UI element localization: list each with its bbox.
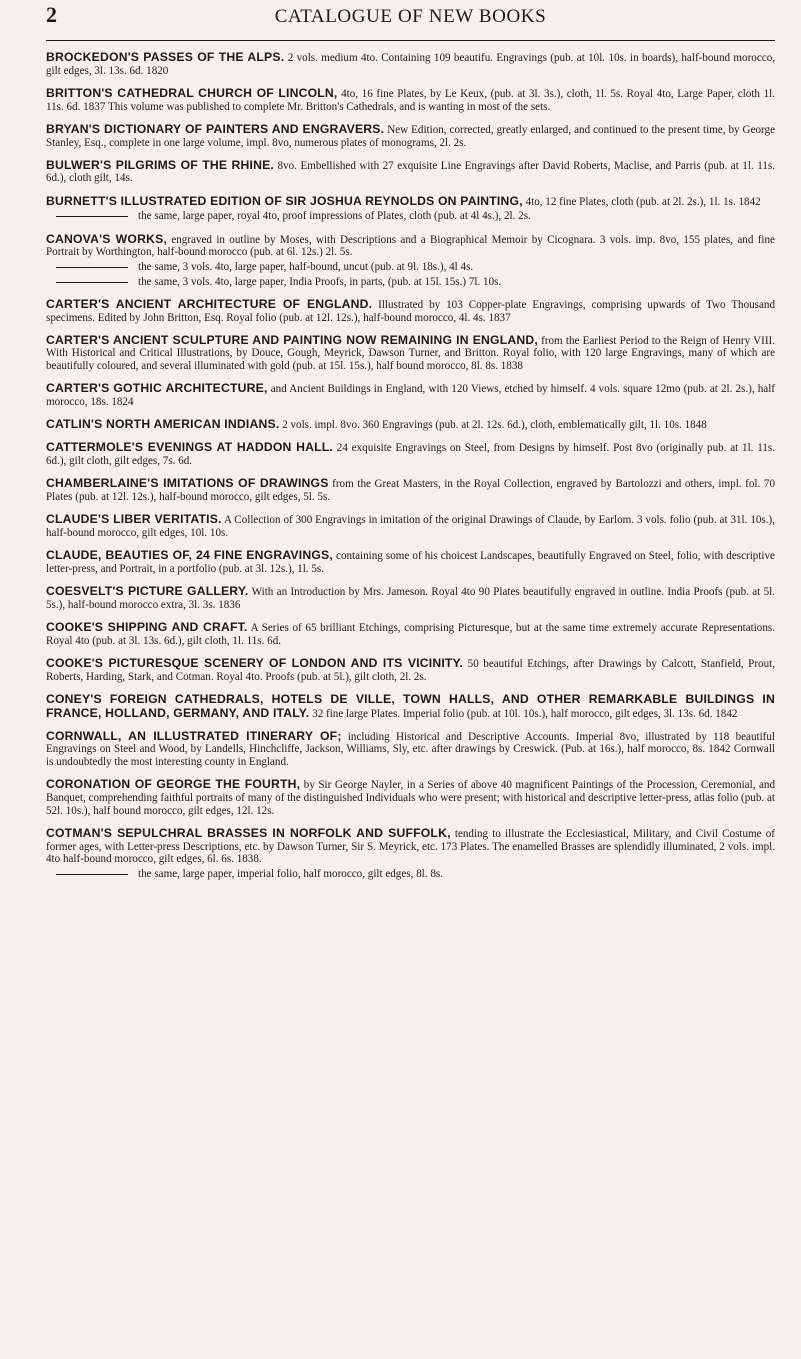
entry-title: CONEY'S FOREIGN CATHEDRALS, HOTELS DE VILLE, TOWN HALLS, AND OTHER REMARKABLE BUILDINGS IN FRANCE, HOLLAND, GERMANY, AND ITALY. [46, 691, 775, 720]
catalogue-entry [46, 827, 775, 881]
entry-description: including Historical and Descriptive Accounts. Imperial 8vo, illustrated by 118 beautiful Engravings on Steel and Wood, by Landells, Hinchcliffe, Jackson, Williams, Sly, etc. after drawings by Creswick. (Pub. at 16s.), half morocco, 8s. 1842 Cornwall is undoubtedly the most interesting county in England. [46, 730, 775, 769]
entry-title: COOKE'S PICTURESQUE SCENERY OF LONDON AND ITS VICINITY. [46, 655, 464, 670]
entry-title: COOKE'S SHIPPING AND CRAFT. [46, 620, 248, 634]
entry-variant-text: the same, large paper, imperial folio, half morocco, gilt edges, 8l. 8s. [138, 868, 443, 881]
entry-variant-text: the same, 3 vols. 4to, large paper, India Proofs, in parts, (pub. at 15l. 15s.) 7l. 10s. [138, 275, 502, 288]
entry-description: containing some of his choicest Landscapes, beautifully Engraved on Steel, folio, with descriptive letter-press, and Portrait, in a portfolio (pub. at 3l. 12s.), 1l. 5s. [46, 550, 775, 575]
entry-title: CARTER'S ANCIENT SCULPTURE AND PAINTING NOW REMAINING IN ENGLAND, [46, 332, 538, 347]
entry-title: BRYAN'S DICTIONARY OF PAINTERS AND ENGRAVERS. [46, 121, 385, 136]
entry-description: from the Earliest Period to the Reign of Henry VIII. With Historical and Critical Illustrations, by Douce, Gough, Meyrick, Dawson Turner, and Britton. Royal folio, with 120 large Engravings, many of which are beautifully coloured, and several illuminated with gold (pub. at 15l. 15s.), half bound morocco, 8l. 8s. 1838 [46, 334, 775, 373]
entry-title: CORONATION OF GEORGE THE FOURTH, [46, 777, 301, 792]
entry-title: CHAMBERLAINE'S IMITATIONS OF DRAWINGS [46, 476, 329, 491]
entry-description: tending to illustrate the Ecclesiastical, Military, and Civil Costume of former ages, with Letter-press Descriptions, etc. by Dawson Turner, Sir S. Meyrick, etc. 173 Plates. The enamelled Brasses are splendidly illuminated, 2 vols. impl. 4to half-bound morocco, gilt edges, 6l. 6s. 1838. [46, 827, 775, 866]
catalogue-entry [46, 477, 775, 503]
entry-description: and Ancient Buildings in England, with 120 Views, etched by himself. 4 vols. square 12mo (pub. at 2l. 2s.), half morocco, 18s. 1824 [46, 383, 775, 409]
catalogue-entry [46, 585, 775, 611]
entry-description: 4to, 12 fine Plates, cloth (pub. at 2l. 2s.), 1l. 1s. 1842 [525, 195, 761, 208]
entry-title: CLAUDE'S LIBER VERITATIS. [46, 512, 222, 527]
catalogue-entry [46, 621, 775, 647]
catalogue-entries [46, 51, 775, 881]
entry-description: A Collection of 300 Engravings in imitation of the original Drawings of Claude, by Earlom. 3 vols. folio (pub. at 31l. 10s.), half-bound morocco, gilt edges, 10l. 10s. [46, 514, 775, 539]
entry-description: With an Introduction by Mrs. Jameson. Royal 4to 90 Plates beautifully engraved in outline. India Proofs (pub. at 5l. 5s.), half-bound morocco extra, 3l. 3s. 1836 [46, 586, 776, 611]
catalogue-entry [46, 693, 775, 720]
entry-variant [46, 276, 775, 289]
entry-title: COESVELT'S PICTURE GALLERY. [46, 584, 249, 599]
catalogue-entry [46, 513, 775, 539]
entry-title: BROCKEDON'S PASSES OF THE ALPS. [46, 50, 285, 64]
page-number: 2 [46, 2, 57, 27]
entry-description: 32 fine large Plates. Imperial folio (pub. at 10l. 10s.), half morocco, gilt edges, 3l. 13s. 6d. 1842 [312, 707, 738, 720]
entry-description: 2 vols. medium 4to. Containing 109 beautifu. Engravings (pub. at 10l. 10s. in boards), half-bound morocco, gilt edges, 3l. 13s. 6d. 1820 [46, 52, 776, 77]
entry-variant-text: the same, large paper, royal 4to, proof impressions of Plates, cloth (pub. at 4l 4s.), 2l. 2s. [138, 210, 531, 223]
entry-title: BULWER'S PILGRIMS OF THE RHINE. [46, 157, 275, 172]
catalogue-entry [46, 298, 775, 324]
entry-variant [46, 868, 775, 881]
entry-description: A Series of 65 brilliant Etchings, comprising Picturesque, but at the same time extremely accurate Representations. Royal 4to (pub. at 3l. 13s. 6d.), gilt cloth, 1l. 11s. 6d. [46, 622, 775, 647]
ditto-dash [56, 267, 128, 268]
entry-description: 4to, 16 fine Plates, by Le Keux, (pub. at 3l. 3s.), cloth, 1l. 5s. Royal 4to, Large Paper, cloth 1l. 11s. 6d. 1837 This volume was published to complete Mr. Britton's Cathedrals, and is wanting in most of the sets. [46, 87, 775, 113]
catalogue-entry [46, 657, 775, 683]
entry-title: BRITTON'S CATHEDRAL CHURCH OF LINCOLN, [46, 85, 338, 100]
page-header [46, 0, 775, 40]
entry-description: by Sir George Nayler, in a Series of above 40 magnificent Paintings of the Procession, Ceremonial, and Banquet, comprehending faithful portraits of many of the distinguished Individuals who were present; with historical and descriptive letter-press, atlas folio (pub. at 52l. 10s.), half bound morocco, gilt edges, 12l. 12s. [46, 779, 775, 817]
ditto-dash [56, 216, 128, 217]
entry-description: 50 beautiful Etchings, after Drawings by Calcott, Stanfield, Prout, Roberts, Harding, Stark, and Cotman. Royal 4to. Proofs (pub. at 5l.), gilt cloth, 2l. 2s. [46, 657, 775, 683]
entry-title: CANOVA'S WORKS, [46, 231, 167, 246]
entry-variant-text: the same, 3 vols. 4to, large paper, half-bound, uncut (pub. at 9l. 18s.), 4l 4s. [138, 260, 474, 273]
running-title: CATALOGUE OF NEW BOOKS [274, 6, 547, 27]
entry-title: CATLIN'S NORTH AMERICAN INDIANS. [46, 417, 280, 432]
catalogue-entry [46, 233, 775, 289]
entry-title: CARTER'S ANCIENT ARCHITECTURE OF ENGLAND. [46, 296, 373, 311]
catalogue-entry [46, 334, 775, 373]
header-rule [46, 40, 775, 41]
entry-title: CARTER'S GOTHIC ARCHITECTURE, [46, 381, 268, 396]
entry-variant [46, 261, 775, 274]
ditto-dash [56, 282, 128, 283]
catalogue-entry [46, 123, 775, 149]
entry-title: BURNETT'S ILLUSTRATED EDITION OF SIR JOSHUA REYNOLDS ON PAINTING, [46, 193, 523, 208]
catalogue-entry [46, 778, 775, 817]
catalogue-entry [46, 441, 775, 467]
catalogue-entry [46, 51, 775, 77]
entry-title: CLAUDE, BEAUTIES OF, 24 FINE ENGRAVINGS, [46, 548, 333, 563]
catalogue-entry [46, 549, 775, 575]
catalogue-entry [46, 418, 775, 432]
entry-description: 2 vols. impl. 8vo. 360 Engravings (pub. at 2l. 12s. 6d.), cloth, emblematically gilt, 1l. 10s. 1848 [282, 419, 707, 432]
entry-description: 24 exquisite Engravings on Steel, from Designs by himself. Post 8vo (originally pub. at 1l. 11s. 6d.), gilt cloth, gilt edges, 7s. 6d. [46, 442, 775, 468]
entry-title: CATTERMOLE'S EVENINGS AT HADDON HALL. [46, 440, 333, 455]
entry-title: COTMAN'S SEPULCHRAL BRASSES IN NORFOLK AND SUFFOLK, [46, 825, 451, 840]
catalogue-entry [46, 382, 775, 408]
catalogue-entry [46, 730, 775, 769]
entry-description: 8vo. Embellished with 27 exquisite Line Engravings after David Roberts, Maclise, and Parris (pub. at 1l. 11s. 6d.), cloth gilt, 14s. [46, 159, 775, 185]
entry-description: Illustrated by 103 Copper-plate Engravings, comprising upwards of Two Thousand specimens. Edited by John Britton, Esq. Royal folio (pub. at 12l. 12s.), half-bound morocco, 4l. 4s. 1837 [46, 298, 775, 324]
entry-variant [46, 210, 775, 223]
entry-title: CORNWALL, AN ILLUSTRATED ITINERARY OF; [46, 728, 342, 743]
catalogue-entry [46, 195, 775, 223]
ditto-dash [56, 874, 128, 875]
catalogue-entry [46, 159, 775, 185]
catalogue-entry [46, 87, 775, 113]
entry-description: from the Great Masters, in the Royal Collection, engraved by Bartolozzi and others, impl. fol. 70 Plates (pub. at 12l. 12s.), half-bound morocco, gilt edges, 5l. 5s. [46, 478, 775, 504]
entry-description: engraved in outline by Moses, with Descriptions and a Biographical Memoir by Cicognara. 3 vols. imp. 8vo, 155 plates, and fine Portrait by Worthington, half-bound morocco (pub. at 6l. 12s.) 2l. 5s. [46, 233, 775, 259]
entry-description: New Edition, corrected, greatly enlarged, and continued to the present time, by George Stanley, Esq., complete in one large volume, impl. 8vo, numerous plates of monograms, 2l. 2s. [46, 123, 775, 149]
